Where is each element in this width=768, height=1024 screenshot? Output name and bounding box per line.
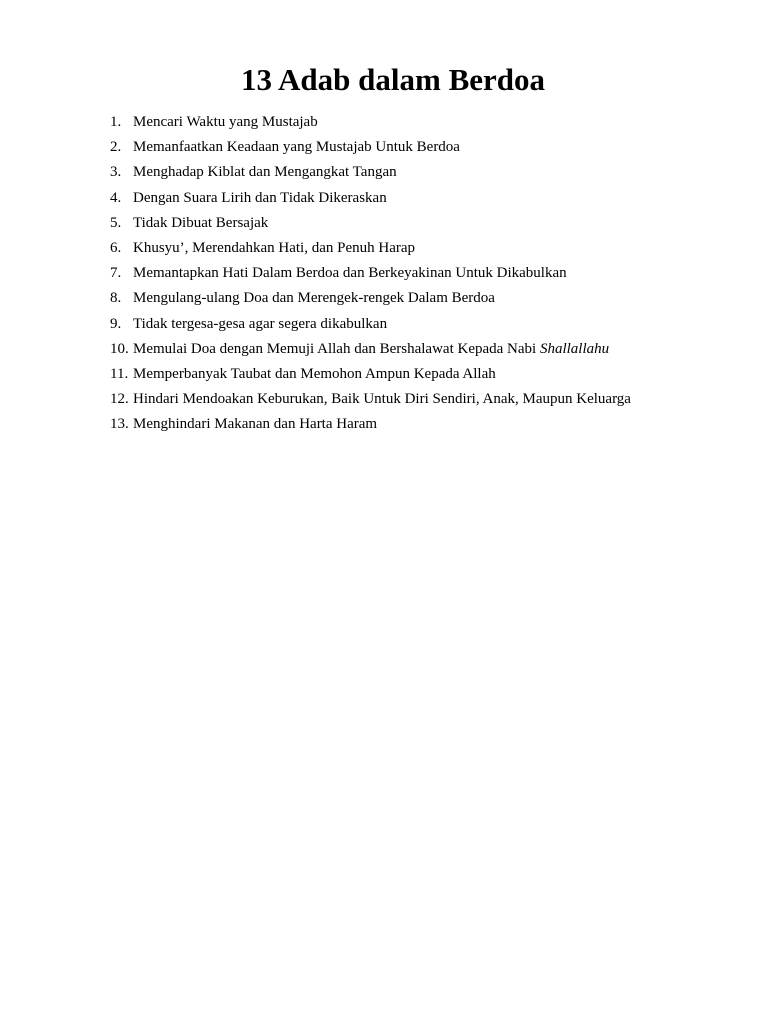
item-number: 3. <box>110 164 122 181</box>
adab-list <box>110 110 631 437</box>
item-number: 10. <box>110 340 129 357</box>
item-text <box>133 186 387 211</box>
item-text <box>133 236 415 261</box>
list-item <box>110 135 631 160</box>
item-text-main: Dengan Suara Lirih dan Tidak Dikeraskan <box>133 189 387 206</box>
item-text-main: Menghadap Kiblat dan Mengangkat Tangan <box>133 164 397 181</box>
item-text-main: Mencari Waktu yang Mustajab <box>133 114 318 130</box>
item-text-main: Memulai Doa dengan Memuji Allah dan Bershalawat Kepada Nabi <box>133 340 540 357</box>
list-item <box>110 312 631 337</box>
item-number: 4. <box>110 189 122 206</box>
list-item <box>110 412 631 437</box>
list-item <box>110 211 631 236</box>
item-number: 7. <box>110 265 122 282</box>
item-text-main: Menghindari Makanan dan Harta Haram <box>133 416 378 433</box>
item-text <box>133 160 397 185</box>
item-text-italic: Shallallahu <box>539 340 610 357</box>
item-text-main: Memperbanyak Taubat dan Memohon Ampun Kepada Allah <box>133 365 496 382</box>
list-item <box>110 110 631 135</box>
item-number: 6. <box>110 239 122 256</box>
item-text-main: Khusyu’, Merendahkan Hati, dan Penuh Harap <box>133 239 416 256</box>
page-title: 13 Adab dalam Berdoa <box>240 62 546 97</box>
item-text-main: Tidak Dibuat Bersajak <box>133 214 269 231</box>
item-text <box>133 286 495 311</box>
list-item <box>110 286 631 311</box>
item-number: 5. <box>110 214 122 231</box>
item-number: 9. <box>110 315 122 332</box>
list-item <box>110 387 631 412</box>
item-number: 13. <box>110 416 129 433</box>
item-text-main: Tidak tergesa-gesa agar segera dikabulkan <box>133 315 388 332</box>
item-number: 2. <box>110 139 122 156</box>
list-item <box>110 186 631 211</box>
item-text-main: Memanfaatkan Keadaan yang Mustajab Untuk Berdoa <box>133 139 460 156</box>
item-text <box>133 312 387 337</box>
item-text <box>133 337 609 362</box>
item-text-main: Hindari Mendoakan Keburukan, Baik Untuk Diri Sendiri, Anak, Maupun Keluarga <box>133 391 631 408</box>
item-text <box>133 412 377 437</box>
item-text <box>133 362 496 387</box>
list-item <box>110 236 631 261</box>
item-text-main: Memantapkan Hati Dalam Berdoa dan Berkeyakinan Untuk Dikabulkan <box>133 265 567 282</box>
item-text <box>133 135 460 160</box>
item-text <box>133 110 318 135</box>
item-text-main: Mengulang-ulang Doa dan Merengek-rengek Dalam Berdoa <box>133 290 495 307</box>
item-text <box>133 387 631 412</box>
list-item <box>110 160 631 185</box>
item-number: 11. <box>110 365 129 382</box>
item-number: 1. <box>110 114 122 130</box>
list-item <box>110 362 631 387</box>
item-number: 12. <box>110 391 129 408</box>
item-text <box>133 261 567 286</box>
item-text <box>133 211 268 236</box>
list-item <box>110 261 631 286</box>
item-number: 8. <box>110 290 122 307</box>
list-item <box>110 337 631 362</box>
